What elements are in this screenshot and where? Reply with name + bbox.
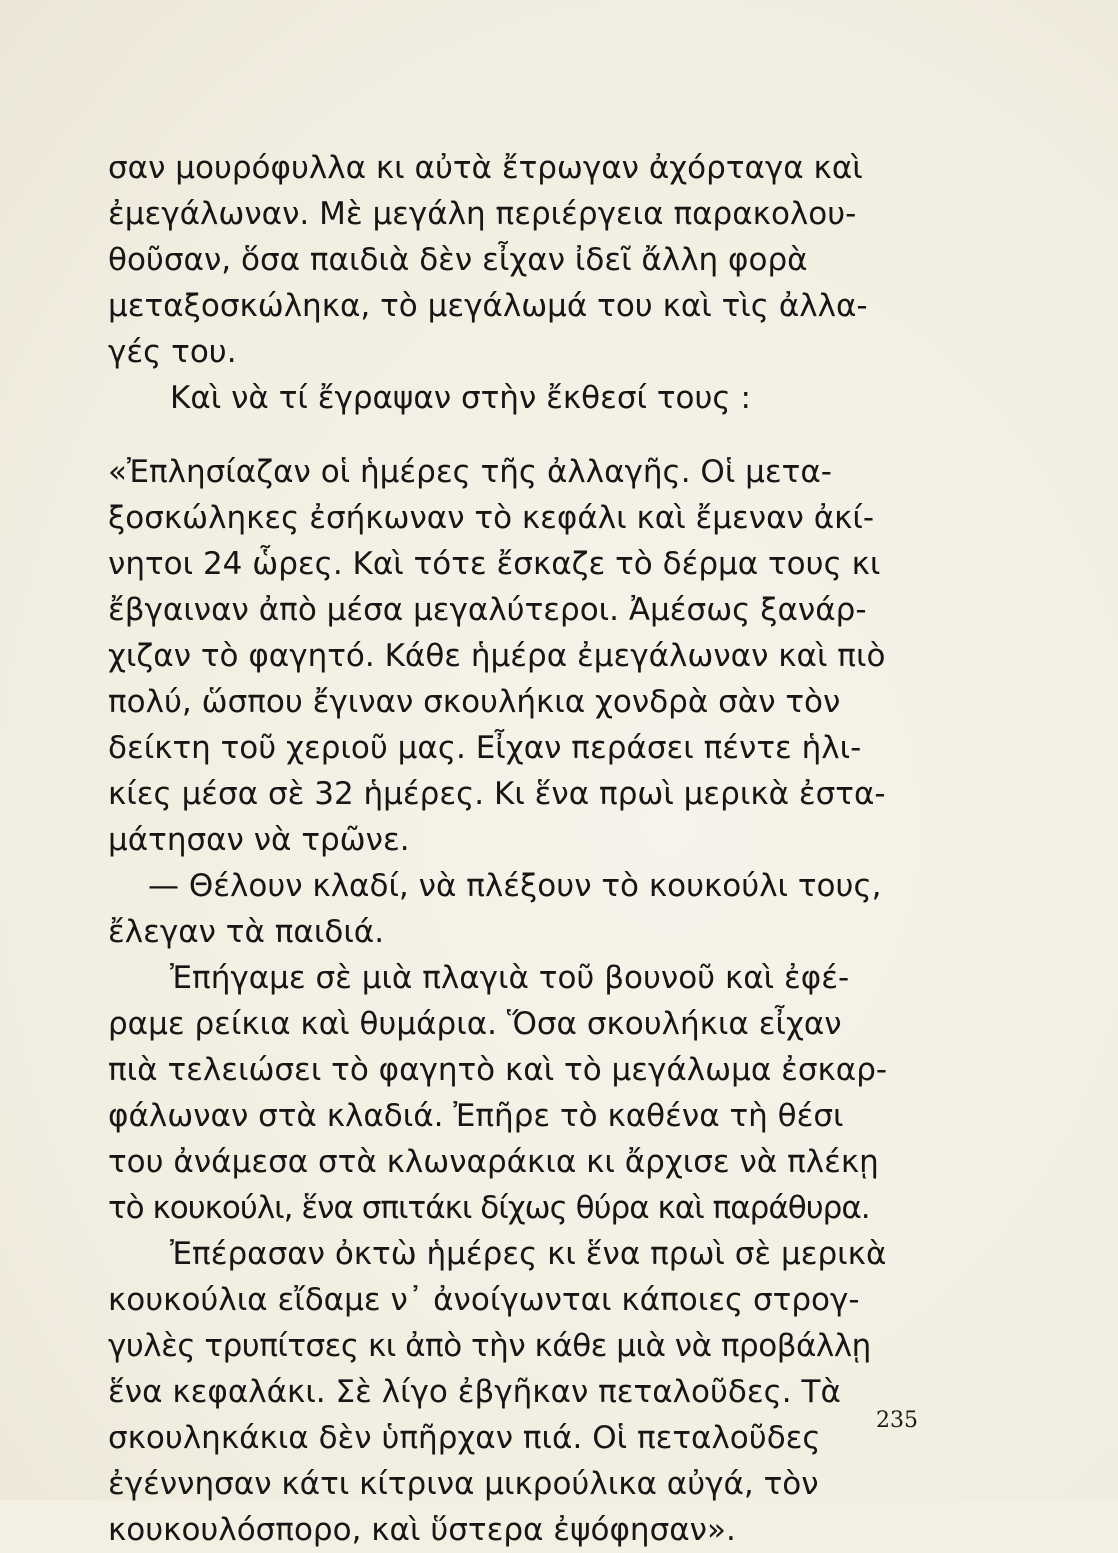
text-line: ἐμεγάλωναν. Μὲ μεγάλη περιέργεια παρακολου- [108,196,857,232]
text-line: σκουληκάκια δὲν ὑπῆρχαν πιά. Οἱ πεταλοῦδες [108,1420,821,1456]
text-line: σαν μουρόφυλλα κι αὐτὰ ἔτρωγαν ἀχόρταγα καὶ [108,150,863,186]
text-line: θοῦσαν, ὅσα παιδιὰ δὲν εἶχαν ἰδεῖ ἄλλη φορὰ [108,242,808,278]
text-line: μεταξοσκώληκα, τὸ μεγάλωμά του καὶ τὶς ἀλλα- [108,288,868,324]
text-line: — Θέλουν κλαδί, νὰ πλέξουν τὸ κουκούλι τους, [148,868,882,904]
text-line: πολύ, ὥσπου ἔγιναν σκουλήκια χονδρὰ σὰν τὸν [108,684,841,720]
text-line: δείκτη τοῦ χεριοῦ μας. Εἶχαν περάσει πέντε ἡλι- [108,730,862,766]
text-line: κίες μέσα σὲ 32 ἡμέρες. Κι ἕνα πρωὶ μερικὰ ἐστα- [108,776,886,812]
text-line: ξοσκώληκες ἐσήκωναν τὸ κεφάλι καὶ ἔμεναν ἀκί- [108,500,875,536]
text-line: ἐγέννησαν κάτι κίτρινα μικρούλικα αὐγά, τὸν [108,1466,819,1502]
page-number: 235 [876,1408,918,1433]
text-line: Ἐπέρασαν ὀκτὼ ἡμέρες κι ἕνα πρωὶ σὲ μερικὰ [170,1236,887,1272]
paragraph-gap [108,421,938,449]
text-line: τὸ κουκούλι, ἕνα σπιτάκι δίχως θύρα καὶ παράθυρα. [108,1190,870,1226]
text-line: κουκούλια εἴδαμε ν᾽ ἀνοίγωνται κάποιες στρογ- [108,1282,860,1318]
text-line: γές του. [108,334,237,370]
text-line: μάτησαν νὰ τρῶνε. [108,822,410,858]
text-line: Ἐπήγαμε σὲ μιὰ πλαγιὰ τοῦ βουνοῦ καὶ ἐφέ- [170,960,850,996]
text-line: του ἀνάμεσα στὰ κλωναράκια κι ἄρχισε νὰ πλέκῃ [108,1144,879,1180]
text-line: φάλωναν στὰ κλαδιά. Ἐπῆρε τὸ καθένα τὴ θέσι [108,1098,844,1134]
text-line: γυλὲς τρυπίτσες κι ἀπὸ τὴν κάθε μιὰ νὰ προβάλλῃ [108,1328,871,1364]
text-line: «Ἐπλησίαζαν οἱ ἡμέρες τῆς ἀλλαγῆς. Οἱ μετα- [108,454,832,490]
text-line: Καὶ νὰ τί ἔγραψαν στὴν ἔκθεσί τους : [170,380,751,416]
text-line: νητοι 24 ὧρες. Καὶ τότε ἔσκαζε τὸ δέρμα τους κι [108,546,881,582]
text-line: ἕνα κεφαλάκι. Σὲ λίγο ἐβγῆκαν πεταλοῦδες. Τὰ [108,1374,841,1410]
text-line: ἔλεγαν τὰ παιδιά. [108,914,385,950]
text-line: ἔβγαιναν ἀπὸ μέσα μεγαλύτεροι. Ἀμέσως ξανάρ- [108,592,867,628]
text-line: κουκουλόσπορο, καὶ ὕστερα ἐψόφησαν». [108,1512,736,1548]
body-text [108,145,938,1553]
text-line: χιζαν τὸ φαγητό. Κάθε ἡμέρα ἐμεγάλωναν καὶ πιὸ [108,638,886,674]
text-line: ραμε ρείκια καὶ θυμάρια. Ὅσα σκουλήκια εἶχαν [108,1006,842,1042]
text-line: πιὰ τελειώσει τὸ φαγητὸ καὶ τὸ μεγάλωμα ἐσκαρ- [108,1052,888,1088]
